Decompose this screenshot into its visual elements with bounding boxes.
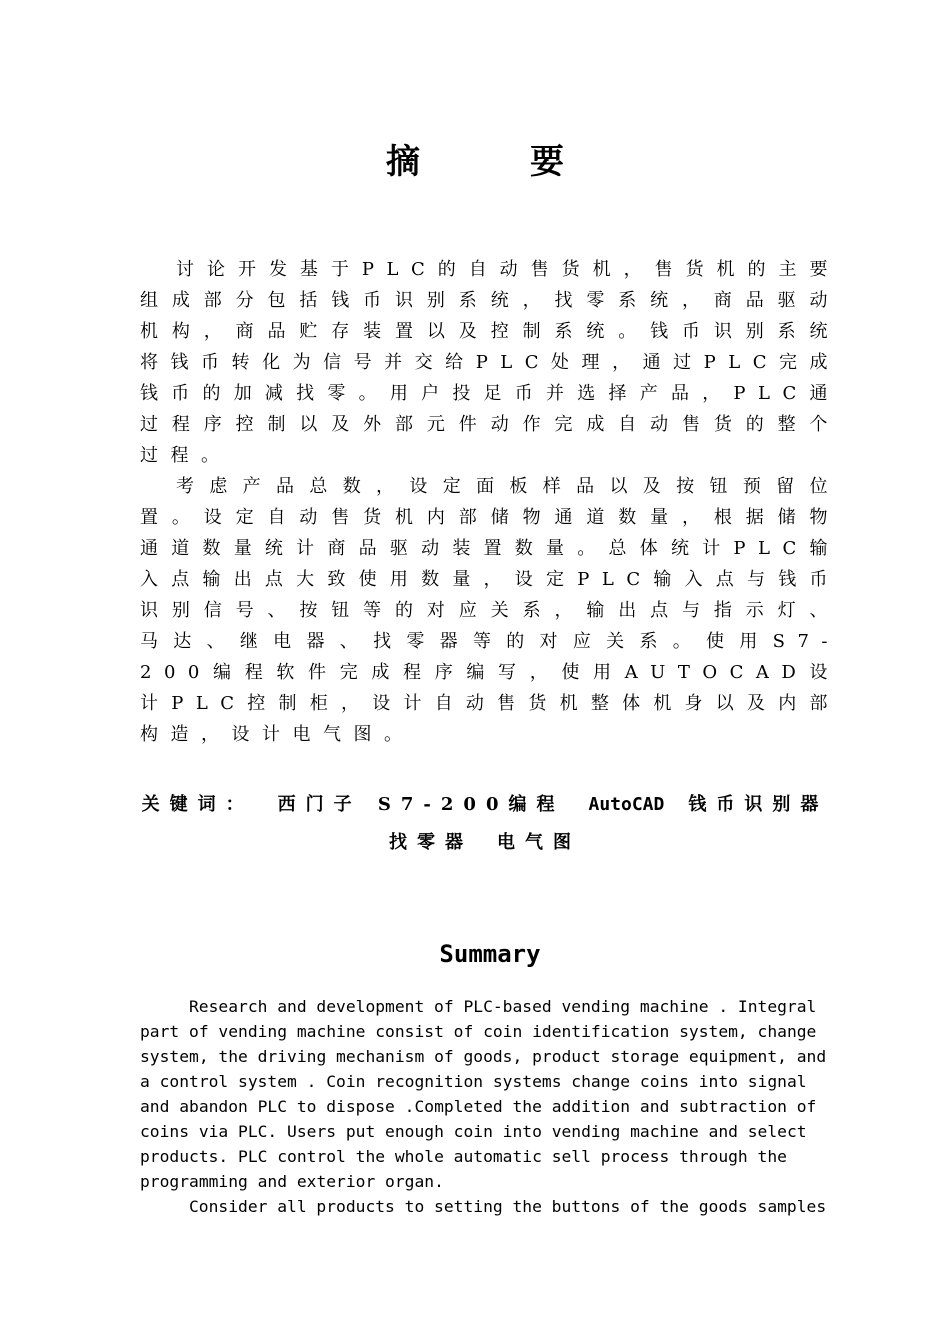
keywords-label: 关键词： (141, 794, 254, 815)
chinese-paragraph-1: 讨论开发基于PLC的自动售货机，售货机的主要组成部分包括钱币识别系统，找零系统，商品驱动机构，商品贮存装置以及控制系统。钱币识别系统将钱币转化为信号并交给PLC处理，通过PLC完成钱币的加减找零。用户投足币并选择产品，PLC通过程序控制以及外部元件动作完成自动售货的整个过程。 (140, 259, 841, 466)
title-char-2: 要 (530, 142, 564, 182)
title-char-1: 摘 (386, 142, 420, 182)
keyword-item: 电气图 (497, 832, 581, 853)
chinese-paragraph-2: 考虑产品总数，设定面板样品以及按钮预留位置。设定自动售货机内部储物通道数量，根据储物通道数量统计商品驱动装置数量。总体统计PLC输入点输出点大致使用数量，设定PLC输入点与钱币识别信号、按钮等的对应关系，输出点与指示灯、马达、继电器、找零器等的对应关系。使用S7-200编程软件完成程序编写，使用AUTOCAD设计PLC控制柜，设计自动售货机整体机身以及内部构造，设计电气图。 (140, 476, 840, 745)
keyword-item: 钱币识别器 (688, 794, 829, 815)
keyword-item: AutoCAD (588, 794, 665, 815)
english-summary-body (140, 994, 840, 1219)
english-paragraph-2: Consider all products to setting the buttons of the goods samples (189, 1197, 827, 1216)
keywords-line (140, 786, 830, 862)
chinese-abstract-body (140, 254, 840, 750)
keyword-item: 找零器 (389, 832, 473, 853)
keyword-item: 西门子 S7-200编程 (277, 794, 565, 815)
chinese-abstract-title (0, 134, 950, 183)
english-summary-title: Summary (439, 940, 541, 968)
english-paragraph-1: Research and development of PLC-based vending machine . Integral part of vending machine consist of coin identification system, change system, the driving mechanism of goods, product storage equipment, and a control system . Coin recognition systems change coins into signal and abandon PLC to dispose .Completed the addition and subtraction of coins via PLC. Users put enough coin into vending machine and select products. PLC control the whole automatic sell process through the programming and exterior organ. (140, 997, 827, 1191)
